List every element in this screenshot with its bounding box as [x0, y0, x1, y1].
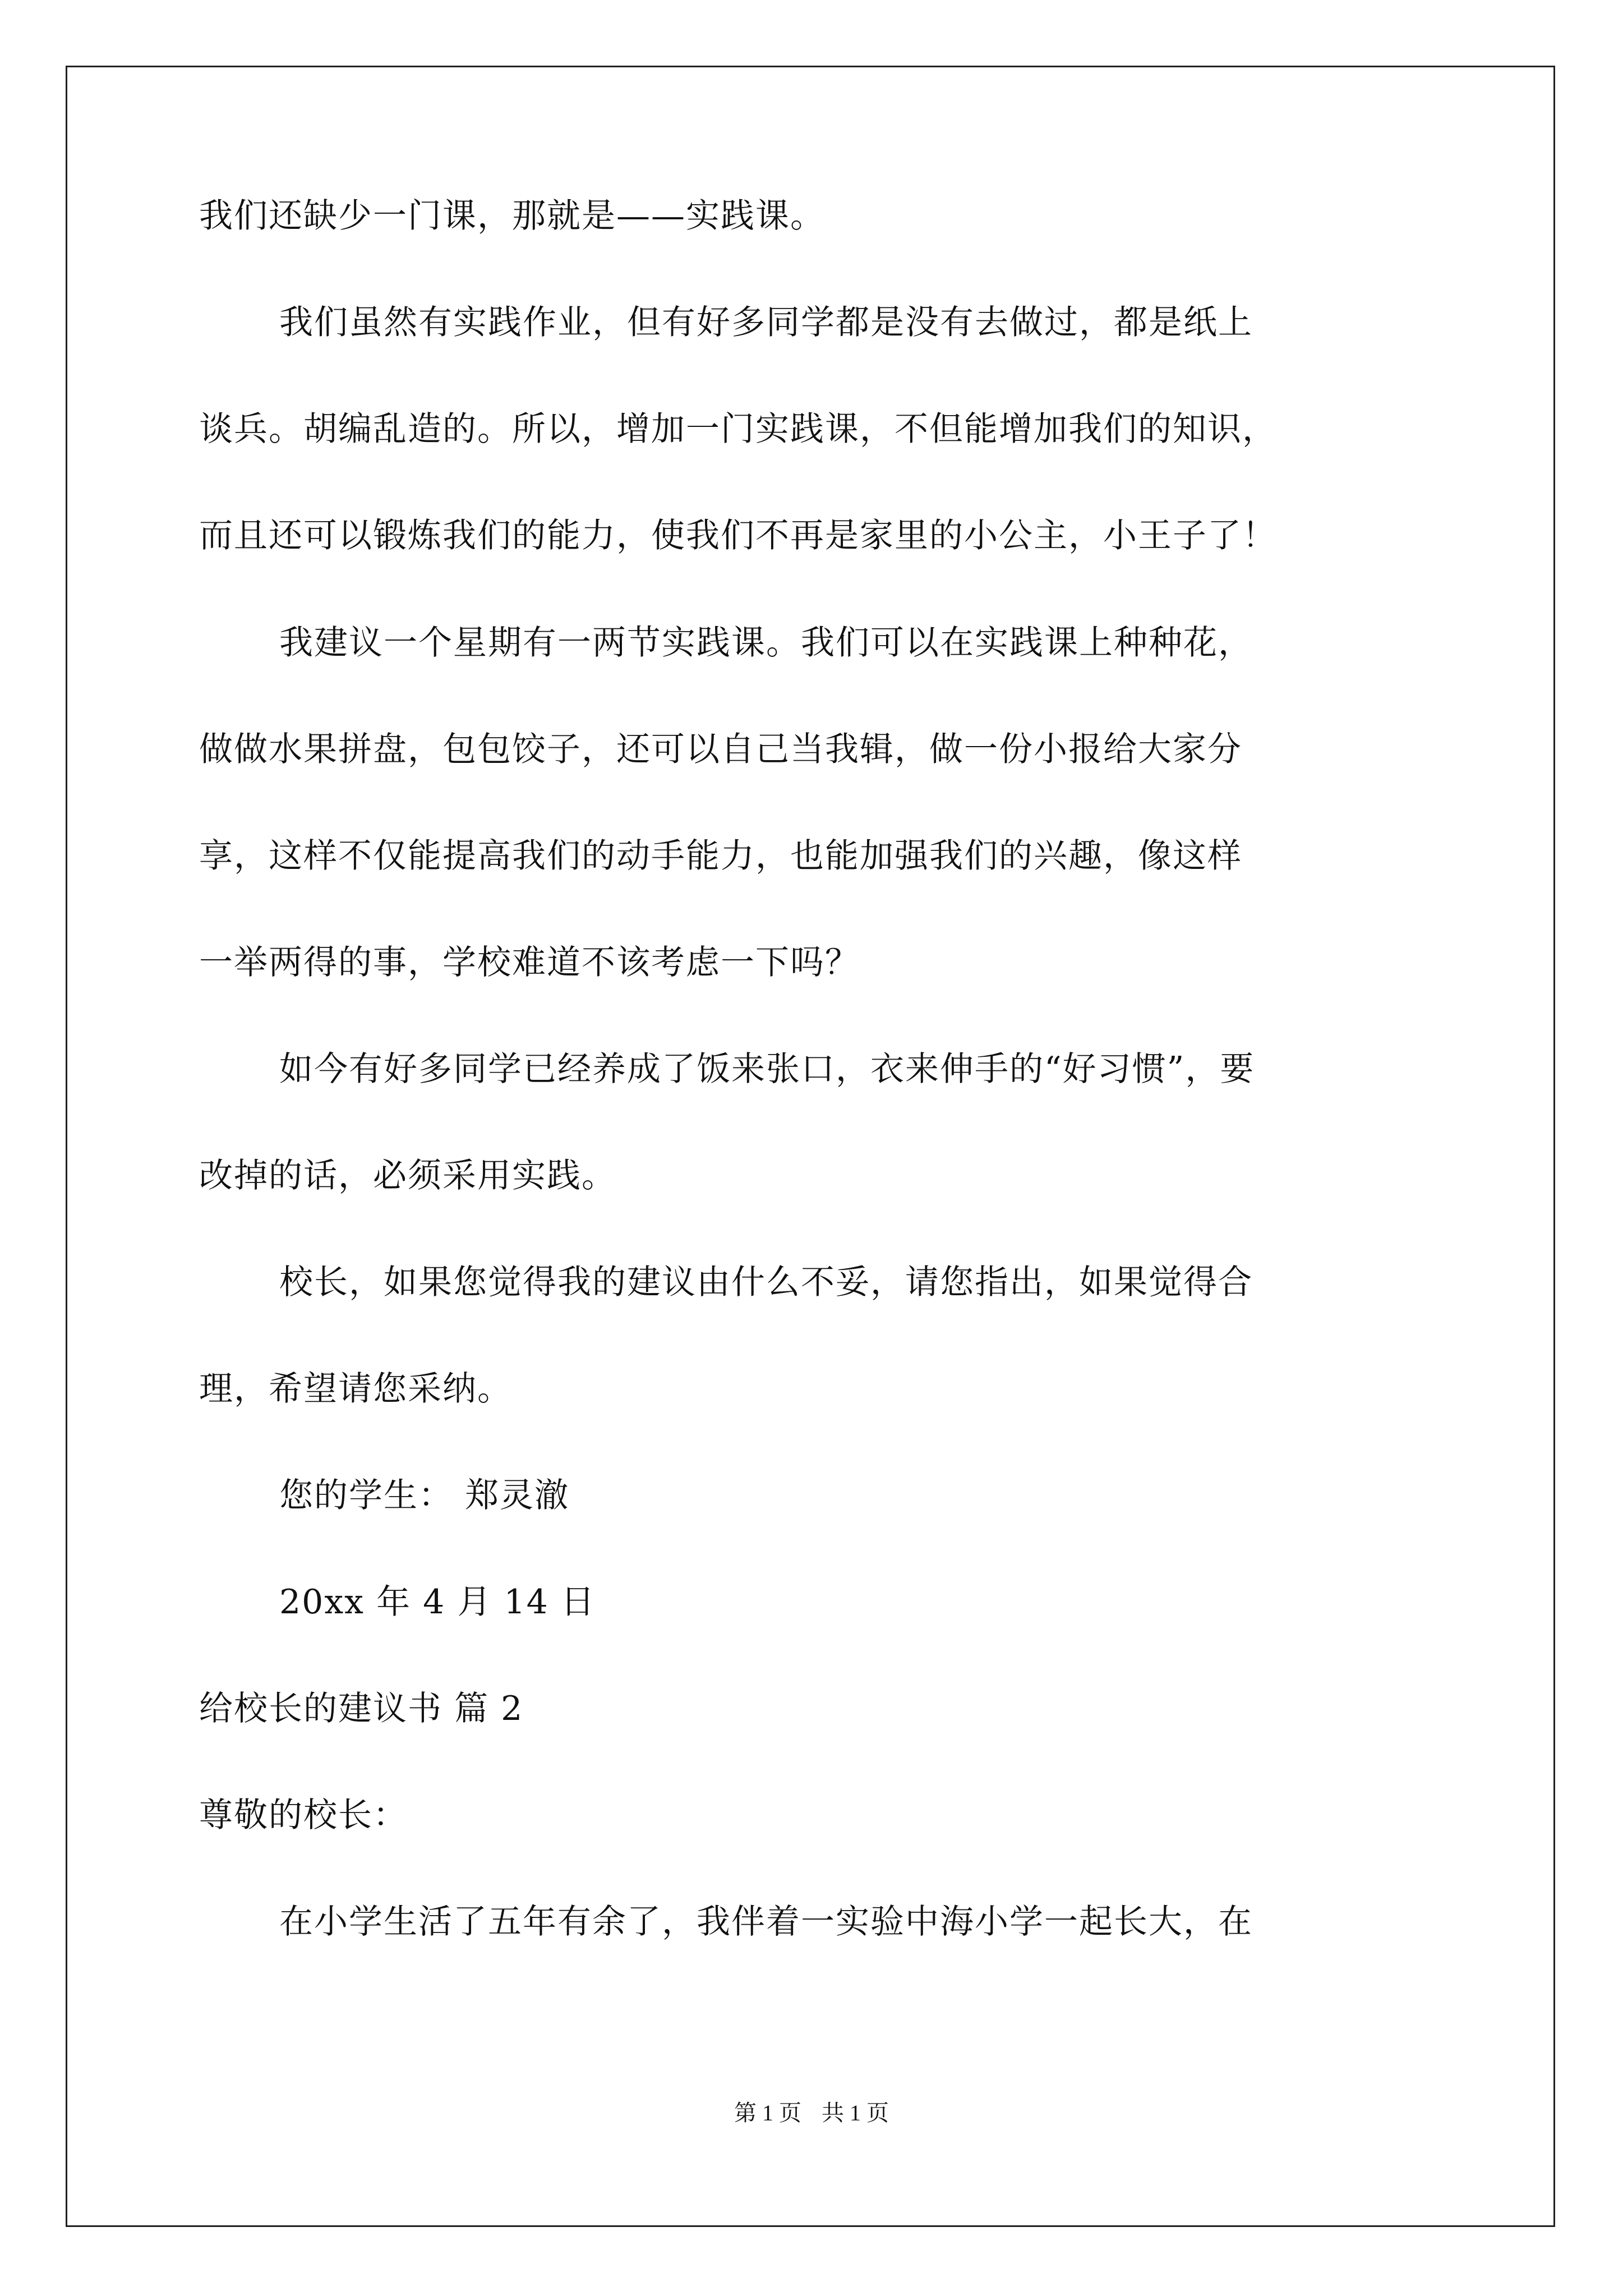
page-total: 共 1 页 — [822, 2100, 889, 2125]
text-line: 改掉的话，必须采用实践。 — [199, 1156, 616, 1195]
text-line: 校长，如果您觉得我的建议由什么不妥，请您指出，如果觉得合 — [279, 1263, 1253, 1302]
text-line: 做做水果拼盘，包包饺子，还可以自己当我辑，做一份小报给大家分 — [199, 730, 1242, 769]
page-footer — [0, 2099, 1623, 2127]
text-line: 而且还可以锻炼我们的能力，使我们不再是家里的小公主，小王子了！ — [199, 516, 1277, 555]
text-line: 谈兵。胡编乱造的。所以，增加一门实践课，不但能增加我们的知识， — [199, 409, 1277, 449]
text-line: 一举两得的事，学校难道不该考虑一下吗？ — [199, 943, 860, 982]
text-line: 享，这样不仅能提高我们的动手能力，也能加强我们的兴趣，像这样 — [199, 836, 1242, 876]
text-line: 如今有好多同学已经养成了饭来张口，衣来伸手的“好习惯”，要 — [279, 1050, 1255, 1089]
text-line: 我们还缺少一门课，那就是——实践课。 — [199, 196, 825, 236]
text-line: 理，希望请您采纳。 — [199, 1369, 512, 1409]
section-heading: 给校长的建议书 篇 2 — [199, 1689, 524, 1728]
text-line: 我们虽然有实践作业，但有好多同学都是没有去做过，都是纸上 — [279, 303, 1253, 342]
signature-line: 您的学生： 郑灵澈 — [279, 1476, 570, 1515]
text-line: 在小学生活了五年有余了，我伴着一实验中海小学一起长大，在 — [279, 1902, 1253, 1941]
salutation: 尊敬的校长： — [199, 1796, 408, 1835]
text-line: 我建议一个星期有一两节实践课。我们可以在实践课上种种花， — [279, 623, 1253, 662]
date-line: 20xx 年 4 月 14 日 — [279, 1582, 596, 1622]
page-number: 第 1 页 — [734, 2100, 801, 2125]
